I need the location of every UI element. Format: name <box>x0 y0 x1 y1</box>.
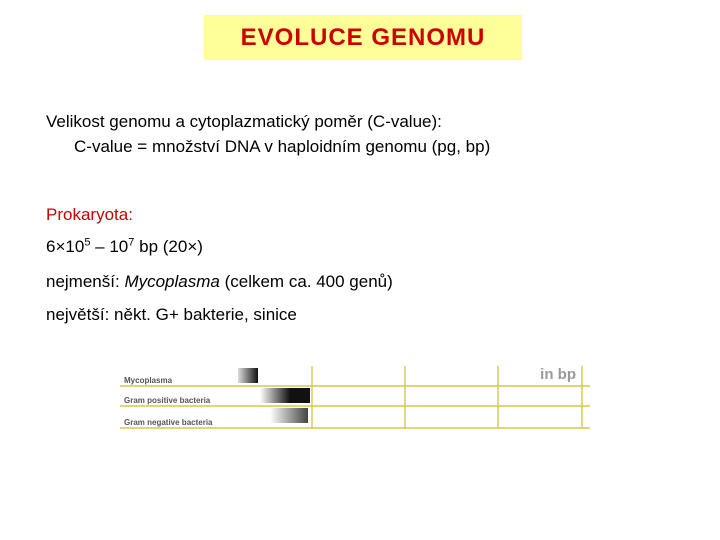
chart-row-label: Gram negative bacteria <box>124 418 213 427</box>
largest-line: největší: někt. G+ bakterie, sinice <box>46 305 297 324</box>
smallest-suffix: (celkem ca. 400 genů) <box>219 272 393 291</box>
title-box <box>204 15 522 60</box>
range-part: 10 <box>65 237 85 256</box>
intro-line-1: Velikost genomu a cytoplazmatický poměr (C-value): <box>46 112 442 131</box>
range-part: ) <box>197 237 203 256</box>
times-symbol: × <box>55 237 66 256</box>
smallest-organism: Mycoplasma <box>124 272 220 291</box>
smallest-prefix: nejmenší: <box>46 272 125 291</box>
exponent: 5 <box>84 236 91 249</box>
intro-line-2: C-value = množství DNA v haploidním genomu (pg, bp) <box>74 137 491 156</box>
prokaryota-heading: Prokaryota: <box>46 205 133 224</box>
page-title: EVOLUCE GENOMU <box>240 23 486 51</box>
bar-mycoplasma <box>238 368 258 383</box>
chart-unit-label: in bp <box>540 366 576 383</box>
range-part: 6 <box>46 237 56 256</box>
times-symbol: × <box>187 237 198 256</box>
bar-gram-positive <box>260 388 310 403</box>
genome-size-chart <box>110 360 590 430</box>
exponent: 7 <box>128 236 135 249</box>
bar-gram-negative <box>270 408 308 423</box>
smallest-line <box>46 272 393 292</box>
genome-range-line <box>46 237 203 257</box>
range-part: bp (20 <box>134 237 188 256</box>
chart-row-label: Mycoplasma <box>124 376 173 385</box>
range-part: – 10 <box>90 237 129 256</box>
chart-row-label: Gram positive bacteria <box>124 396 211 405</box>
